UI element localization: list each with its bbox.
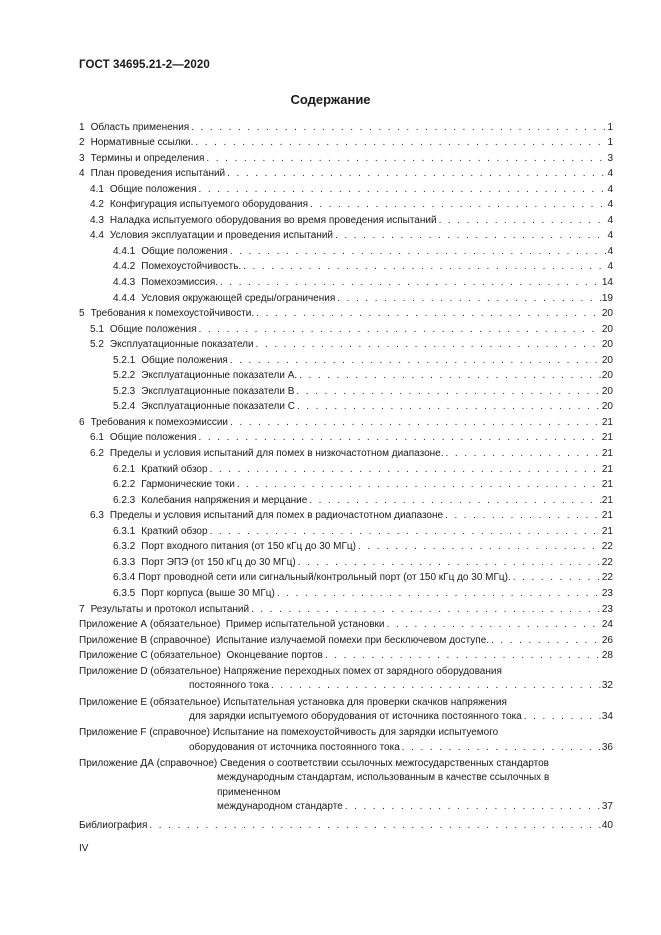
toc-entry[interactable]: 6.2 Пределы и условия испытаний для помех в низкочастотном диапазоне. . . . 21 [79,444,613,460]
page-title: Содержание [290,92,371,107]
toc-appendix[interactable]: Приложение А (обязательное) Пример испытательной установки . . . 24 [79,616,613,632]
toc-entry[interactable]: 6.2.2 Гармонические токи . . . 21 [79,476,613,492]
toc-entry[interactable]: 5.1 Общие положения . . . 20 [79,320,613,336]
toc-entry[interactable]: 4 План проведения испытаний . . . 4 [79,165,613,181]
toc-entry[interactable]: 5 Требования к помехоустойчивости. . . . 20 [79,305,613,321]
toc-entry[interactable]: 6.3.2 Порт входного питания (от 150 кГц до 30 МГц) . . . 22 [79,538,613,554]
toc-entry[interactable]: 5.2.2 Эксплуатационные показатели А. . . . 20 [79,367,613,383]
page-number: IV [79,843,89,854]
toc-entry[interactable]: 3 Термины и определения . . . 3 [79,149,613,165]
toc-entry[interactable]: 4.4.1 Общие положения . . . 4 [79,242,613,258]
toc-appendix[interactable]: Приложение Е (обязательное) Испытательная установка для проверки скачков напряжения для зарядки испытуемого оборудования от источника постоянного тока . . . 34 [79,696,613,725]
toc-appendix[interactable]: Приложение ДА (справочное) Сведения о соответствии ссылочных межгосударственных стандартов международным стандартам, использованным в качестве ссылочных в примененном международном стандарте . . . 37 [79,757,613,814]
toc-entry[interactable]: 4.4.2 Помехоустойчивость. . . . 4 [79,258,613,274]
toc-entry[interactable]: 4.2 Конфигурация испытуемого оборудования . . . 4 [79,196,613,212]
toc-entry[interactable]: 7 Результаты и протокол испытаний . . . 23 [79,600,613,616]
toc-entry[interactable]: 6.3.1 Краткий обзор . . . 21 [79,522,613,538]
toc-entry[interactable]: 5.2.4 Эксплуатационные показатели С . . . 20 [79,398,613,414]
toc-entry[interactable]: 4.4 Условия эксплуатации и проведения испытаний . . . 4 [79,227,613,243]
toc-bibliography[interactable]: Библиография . . . 40 [79,816,613,832]
toc-entry[interactable]: 6.3.3 Порт ЭПЭ (от 150 кГц до 30 МГц) . . . 22 [79,553,613,569]
toc-entry[interactable]: 1 Область применения . . . 1 [79,118,613,134]
toc-appendix[interactable]: Приложение F (справочное) Испытание на помехоустойчивость для зарядки испытуемого оборудования от источника постоянного тока . . . 36 [79,726,613,755]
toc-entry[interactable]: 6.3.4 Порт проводной сети или сигнальный/контрольный порт (от 150 кГц до 30 МГц). . . . 22 [79,569,613,585]
toc-entry[interactable]: 5.2.3 Эксплуатационные показатели В . . . 20 [79,382,613,398]
toc-entry[interactable]: 6.3.5 Порт корпуса (выше 30 МГц) . . . 23 [79,584,613,600]
toc-entry[interactable]: 6.1 Общие положения . . . 21 [79,429,613,445]
toc-entry[interactable]: 2 Нормативные ссылки. . . . 1 [79,134,613,150]
toc-entry[interactable]: 5.2 Эксплуатационные показатели . . . 20 [79,336,613,352]
toc-entry[interactable]: 5.2.1 Общие положения . . . 20 [79,351,613,367]
toc-appendix[interactable]: Приложение С (обязательное) Оконцевание портов . . . 28 [79,647,613,663]
table-of-contents [79,118,613,832]
toc-entry[interactable]: 6.3 Пределы и условия испытаний для помех в радиочастотном диапазоне . . . 21 [79,507,613,523]
toc-entry[interactable]: 4.3 Наладка испытуемого оборудования во время проведения испытаний . . . 4 [79,211,613,227]
toc-appendix[interactable]: Приложение В (справочное) Испытание излучаемой помехи при бесключевом доступе. . . . 26 [79,631,613,647]
toc-entry[interactable]: 6.2.1 Краткий обзор . . . 21 [79,460,613,476]
toc-entry[interactable]: 4.4.4 Условия окружающей среды/ограничения . . . 19 [79,289,613,305]
toc-appendix[interactable]: Приложение D (обязательное) Напряжение переходных помех от зарядного оборудования постоянного тока . . . 32 [79,665,613,694]
toc-entry[interactable]: 4.1 Общие положения . . . 4 [79,180,613,196]
toc-entry[interactable]: 6 Требования к помехоэмиссии . . . 21 [79,413,613,429]
toc-entry[interactable]: 4.4.3 Помехоэмиссия. . . . 14 [79,273,613,289]
standard-code: ГОСТ 34695.21-2—2020 [79,59,210,71]
toc-entry[interactable]: 6.2.3 Колебания напряжения и мерцание . . . 21 [79,491,613,507]
